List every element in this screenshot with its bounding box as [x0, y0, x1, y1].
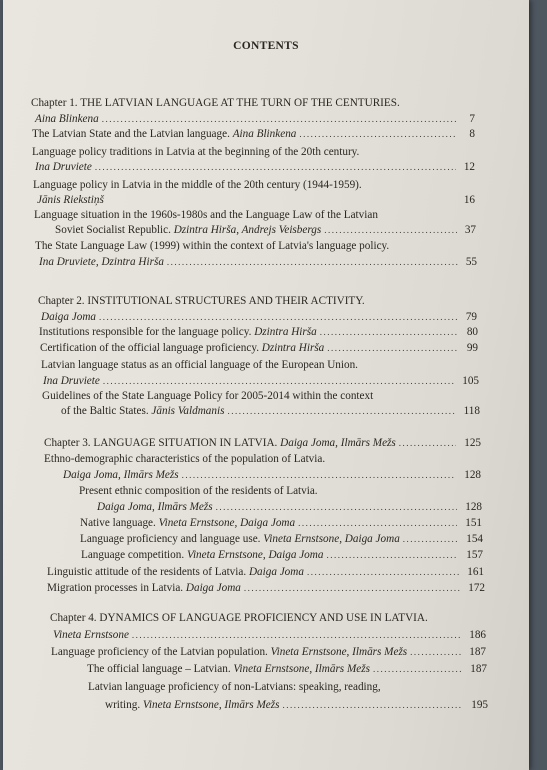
- toc-entry: Linguistic attitude of the residents of Latvia. Daiga Joma ..... 161: [47, 566, 484, 579]
- toc-entry: Language proficiency of the Latvian population. Vineta Ernstsone, Ilmārs Mežs ..... 187: [51, 646, 486, 659]
- toc-entry: Guidelines of the State Language Policy for 2005-2014 within the context: [42, 390, 374, 402]
- toc-subentry: Latvian language proficiency of non-Latvians: speaking, reading,: [88, 681, 381, 693]
- toc-entry: Institutions responsible for the language policy. Dzintra Hirša ..... 80: [39, 326, 478, 339]
- chapter-1-heading: Chapter 1. THE LATVIAN LANGUAGE AT THE TURN OF THE CENTURIES.: [31, 97, 400, 109]
- toc-subentry: Language proficiency and language use. Vineta Ernstsone, Daiga Joma ..... 154: [80, 533, 483, 546]
- toc-entry: Daiga Joma ..... 79: [41, 311, 477, 324]
- toc-entry-author: Ina Druviete ..... 12: [35, 161, 475, 174]
- toc-entry-continued: Soviet Socialist Republic. Dzintra Hirša, Andrejs Veisbergs ..... 37: [55, 224, 476, 237]
- toc-entry: Language policy in Latvia in the middle of the 20th century (1944-1959).: [33, 179, 362, 191]
- toc-entry: The Latvian State and the Latvian language. Aina Blinkena ..... 8: [32, 128, 475, 141]
- toc-entry: Language situation in the 1960s-1980s and the Language Law of the Latvian: [34, 209, 378, 221]
- toc-subentry-author: Daiga Joma, Ilmārs Mežs ..... 128: [97, 501, 482, 514]
- toc-entry: Latvian language status as an official language of the European Union.: [41, 359, 358, 371]
- toc-subentry: Present ethnic composition of the residents of Latvia.: [79, 485, 318, 497]
- toc-entry: Vineta Ernstsone ..... 186: [53, 629, 486, 642]
- toc-subentry: Native language. Vineta Ernstsone, Daiga Joma ..... 151: [80, 517, 482, 530]
- toc-entry: The State Language Law (1999) within the context of Latvia's language policy.: [35, 240, 390, 252]
- toc-subentry: Language competition. Vineta Ernstsone, Daiga Joma ..... 157: [81, 549, 483, 562]
- toc-entry: Ethno-demographic characteristics of the population of Latvia.: [44, 453, 326, 465]
- toc-entry-author: Daiga Joma, Ilmārs Mežs ..... 128: [63, 469, 481, 482]
- page-title: CONTENTS: [233, 40, 299, 52]
- toc-entry: Aina Blinkena ..... 7: [35, 113, 475, 126]
- toc-entry-continued: of the Baltic States. Jānis Valdmanis ..... 118: [61, 405, 480, 418]
- toc-entry: Certification of the official language proficiency. Dzintra Hirša ..... 99: [40, 342, 478, 355]
- toc-entry-author: Ina Druviete, Dzintra Hirša ..... 55: [39, 256, 477, 269]
- toc-subentry-continued: writing. Vineta Ernstsone, Ilmārs Mežs ..... 195: [105, 699, 488, 712]
- toc-subentry: The official language – Latvian. Vineta Ernstsone, Ilmārs Mežs ..... 187: [87, 663, 487, 676]
- table-of-contents: [3, 0, 529, 770]
- book-page: [3, 0, 529, 770]
- chapter-4-heading: Chapter 4. DYNAMICS OF LANGUAGE PROFICIENCY AND USE IN LATVIA.: [50, 612, 428, 624]
- toc-entry-author: Jānis Riekstiņš 16: [37, 194, 475, 206]
- chapter-2-heading: Chapter 2. INSTITUTIONAL STRUCTURES AND THEIR ACTIVITY.: [38, 295, 365, 307]
- toc-entry: Migration processes in Latvia. Daiga Joma ..... 172: [47, 582, 485, 595]
- toc-entry-author: Ina Druviete ..... 105: [43, 375, 479, 388]
- toc-entry: Language policy traditions in Latvia at the beginning of the 20th century.: [32, 146, 360, 158]
- chapter-3-heading: Chapter 3. LANGUAGE SITUATION IN LATVIA. Daiga Joma, Ilmārs Mežs ..... 125: [44, 437, 481, 450]
